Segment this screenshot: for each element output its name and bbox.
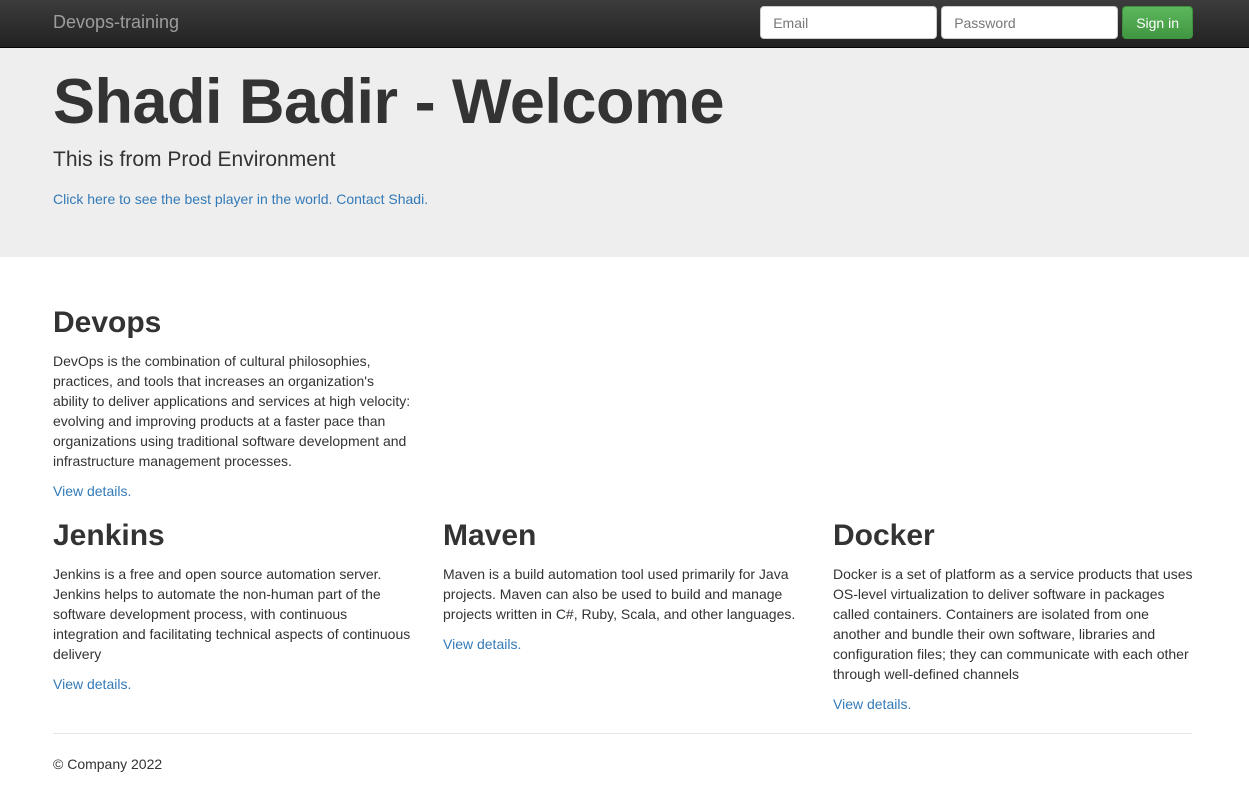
section-devops [53, 305, 413, 501]
section-jenkins [53, 518, 413, 694]
section-text: Docker is a set of platform as a service products that uses OS-level virtualization to deliver software in packages called containers. Containers are isolated from one another and bundle their own software, libraries and configuration files; they can communicate with each other through well-defined channels [833, 566, 1193, 682]
signin-button[interactable]: Sign in [1122, 6, 1193, 39]
page-title: Shadi Badir - Welcome [53, 67, 724, 137]
section-text: DevOps is the combination of cultural philosophies, practices, and tools that increases an organization's ability to deliver applications and services at high velocity: evolving and improving products at a faster pace than organizations using traditional software development and infrastructure management processes. [53, 353, 411, 469]
contact-link[interactable]: Click here to see the best player in the world. Contact Shadi. [53, 191, 429, 207]
view-details-link[interactable]: View details. [53, 676, 132, 692]
top-navbar [0, 0, 1249, 48]
section-heading: Jenkins [53, 519, 165, 552]
password-input[interactable] [941, 6, 1118, 39]
footer-copyright: © Company 2022 [53, 756, 163, 772]
view-details-link[interactable]: View details. [443, 636, 522, 652]
view-details-link[interactable]: View details. [53, 483, 132, 499]
email-input[interactable] [760, 6, 937, 39]
section-text: Jenkins is a free and open source automation server. Jenkins helps to automate the non-human part of the software development process, with continuous integration and facilitating technical aspects of continuous delivery [53, 566, 411, 662]
jumbotron [0, 48, 1249, 257]
section-docker [833, 518, 1193, 714]
footer-divider [53, 733, 1192, 734]
signin-form [760, 6, 1193, 39]
brand-link[interactable]: Devops-training [53, 12, 180, 32]
section-maven [443, 518, 803, 654]
view-details-link[interactable]: View details. [833, 696, 912, 712]
environment-subtitle: This is from Prod Environment [53, 148, 336, 171]
section-text: Maven is a build automation tool used primarily for Java projects. Maven can also be used to build and manage projects written in C#, Ruby, Scala, and other languages. [443, 566, 796, 622]
section-heading: Docker [833, 519, 935, 552]
section-heading: Maven [443, 519, 537, 552]
section-heading: Devops [53, 306, 162, 339]
